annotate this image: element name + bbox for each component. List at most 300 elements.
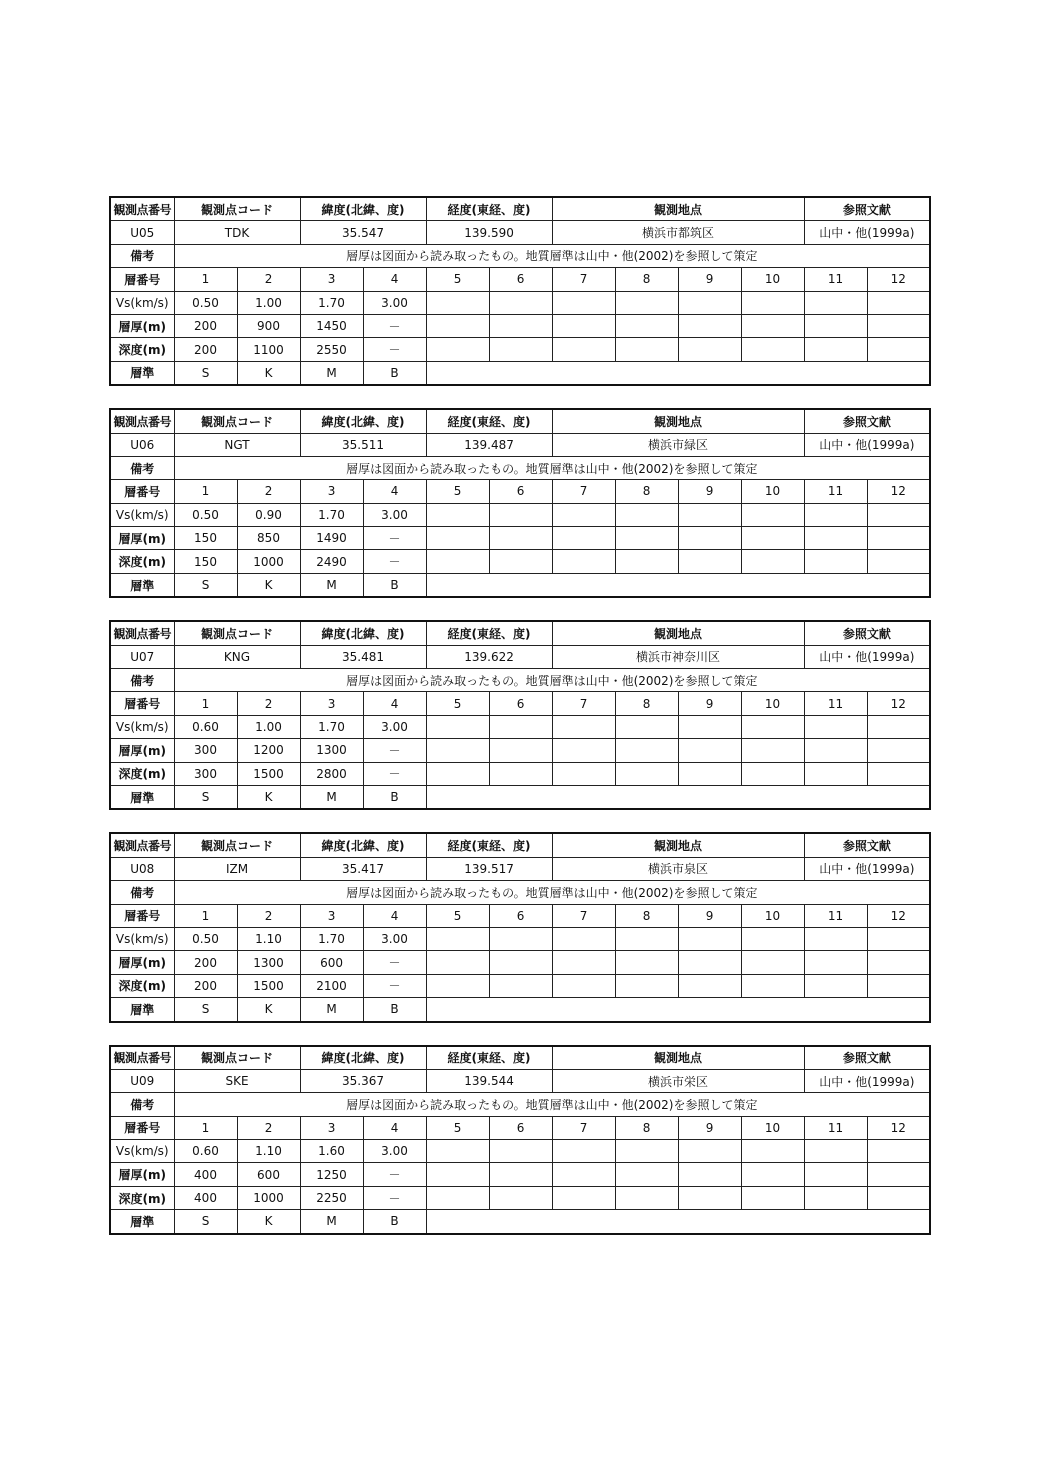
layer-number-cell: 6 <box>489 692 552 715</box>
vs-cell <box>678 715 741 738</box>
location-header: 観測地点 <box>552 621 804 645</box>
thickness-cell: 1200 <box>237 739 300 762</box>
layer-number-cell: 9 <box>678 268 741 291</box>
location-value: 横浜市神奈川区 <box>552 645 804 668</box>
thickness-cell <box>615 527 678 550</box>
thickness-row <box>110 1163 930 1186</box>
layer-number-cell: 10 <box>741 692 804 715</box>
layer-number-cell: 4 <box>363 692 426 715</box>
thickness-cell <box>741 527 804 550</box>
latitude-value: 35.511 <box>300 433 426 456</box>
vs-cell: 0.50 <box>174 291 237 314</box>
latitude-header: 緯度(北緯、度) <box>300 621 426 645</box>
vs-label: Vs(km/s) <box>110 1140 174 1163</box>
thickness-cell: 1490 <box>300 527 363 550</box>
thickness-cell <box>615 951 678 974</box>
header-row <box>110 1046 930 1070</box>
layer-number-cell: 10 <box>741 480 804 503</box>
horizon-row <box>110 361 930 385</box>
horizon-cell: K <box>237 361 300 385</box>
horizon-cell: K <box>237 573 300 597</box>
vs-cell: 1.00 <box>237 715 300 738</box>
reference-header: 参照文献 <box>804 409 930 433</box>
station-code: SKE <box>174 1069 300 1092</box>
location-value: 横浜市緑区 <box>552 433 804 456</box>
vs-cell: 1.70 <box>300 715 363 738</box>
depth-cell: 400 <box>174 1186 237 1209</box>
thickness-cell <box>867 739 930 762</box>
vs-cell <box>867 291 930 314</box>
vs-row <box>110 715 930 738</box>
vs-cell <box>804 291 867 314</box>
layer-number-cell: 3 <box>300 268 363 291</box>
header-row <box>110 197 930 221</box>
horizon-row <box>110 573 930 597</box>
depth-cell: 200 <box>174 338 237 361</box>
thickness-cell <box>741 1163 804 1186</box>
vs-cell <box>552 291 615 314</box>
vs-label: Vs(km/s) <box>110 503 174 526</box>
thickness-label: 層厚(m) <box>110 951 174 974</box>
thickness-cell <box>804 1163 867 1186</box>
remarks-text: 層厚は図面から読み取ったもの。地質層準は山中・他(2002)を参照して策定 <box>174 244 930 267</box>
thickness-cell: 1300 <box>300 739 363 762</box>
latitude-header: 緯度(北緯、度) <box>300 197 426 221</box>
thickness-cell <box>426 739 489 762</box>
remarks-label: 備考 <box>110 669 174 692</box>
station-code-header: 観測点コード <box>174 197 300 221</box>
layer-number-row <box>110 692 930 715</box>
depth-cell <box>426 974 489 997</box>
layer-number-row <box>110 904 930 927</box>
location-header: 観測地点 <box>552 1046 804 1070</box>
vs-row <box>110 1140 930 1163</box>
layer-number-cell: 4 <box>363 480 426 503</box>
depth-label: 深度(m) <box>110 338 174 361</box>
vs-cell <box>678 291 741 314</box>
thickness-cell: 600 <box>237 1163 300 1186</box>
station-no: U09 <box>110 1069 174 1092</box>
depth-cell <box>867 974 930 997</box>
layer-number-cell: 6 <box>489 268 552 291</box>
layer-number-cell: 7 <box>552 1116 615 1139</box>
vs-cell <box>615 291 678 314</box>
location-value: 横浜市都筑区 <box>552 221 804 244</box>
thickness-cell: 600 <box>300 951 363 974</box>
depth-cell <box>867 338 930 361</box>
depth-cell: 1500 <box>237 762 300 785</box>
layer-number-cell: 2 <box>237 268 300 291</box>
horizon-cell: S <box>174 785 237 809</box>
depth-cell <box>678 338 741 361</box>
station-table-u05 <box>109 196 931 386</box>
longitude-value: 139.544 <box>426 1069 552 1092</box>
info-row <box>110 857 930 880</box>
vs-cell: 1.70 <box>300 503 363 526</box>
thickness-cell: 850 <box>237 527 300 550</box>
vs-cell <box>426 927 489 950</box>
thickness-cell <box>678 527 741 550</box>
vs-cell <box>741 715 804 738</box>
vs-cell <box>867 503 930 526</box>
latitude-value: 35.367 <box>300 1069 426 1092</box>
remarks-label: 備考 <box>110 881 174 904</box>
vs-cell <box>804 715 867 738</box>
thickness-cell <box>867 951 930 974</box>
depth-cell: 1000 <box>237 1186 300 1209</box>
depth-cell <box>741 550 804 573</box>
depth-label: 深度(m) <box>110 762 174 785</box>
vs-cell: 3.00 <box>363 291 426 314</box>
depth-cell: － <box>363 974 426 997</box>
layer-number-cell: 7 <box>552 480 615 503</box>
latitude-header: 緯度(北緯、度) <box>300 409 426 433</box>
depth-cell <box>552 338 615 361</box>
depth-cell: － <box>363 338 426 361</box>
thickness-cell <box>867 314 930 337</box>
vs-cell <box>552 1140 615 1163</box>
vs-cell: 0.50 <box>174 927 237 950</box>
vs-cell: 1.60 <box>300 1140 363 1163</box>
depth-cell <box>741 1186 804 1209</box>
layer-number-cell: 1 <box>174 268 237 291</box>
vs-cell <box>489 503 552 526</box>
layer-number-cell: 7 <box>552 268 615 291</box>
vs-cell <box>426 291 489 314</box>
remarks-label: 備考 <box>110 456 174 479</box>
vs-cell <box>426 715 489 738</box>
longitude-value: 139.622 <box>426 645 552 668</box>
station-code: TDK <box>174 221 300 244</box>
info-row <box>110 1069 930 1092</box>
depth-cell <box>552 974 615 997</box>
depth-cell <box>489 550 552 573</box>
longitude-header: 経度(東経、度) <box>426 1046 552 1070</box>
thickness-cell <box>552 314 615 337</box>
vs-cell <box>489 927 552 950</box>
horizon-label: 層準 <box>110 785 174 809</box>
station-table-u08 <box>109 832 931 1022</box>
longitude-value: 139.517 <box>426 857 552 880</box>
vs-cell <box>867 927 930 950</box>
vs-cell <box>804 1140 867 1163</box>
remarks-row <box>110 244 930 267</box>
layer-number-cell: 8 <box>615 692 678 715</box>
layer-no-label: 層番号 <box>110 1116 174 1139</box>
layer-number-cell: 5 <box>426 1116 489 1139</box>
horizon-cell: B <box>363 361 426 385</box>
depth-cell: 1000 <box>237 550 300 573</box>
depth-cell: － <box>363 1186 426 1209</box>
depth-cell: 2800 <box>300 762 363 785</box>
depth-cell <box>489 762 552 785</box>
horizon-cell: B <box>363 785 426 809</box>
layer-number-cell: 6 <box>489 904 552 927</box>
depth-cell <box>426 338 489 361</box>
layer-number-cell: 1 <box>174 692 237 715</box>
thickness-cell <box>804 951 867 974</box>
header-row <box>110 621 930 645</box>
layer-number-cell: 2 <box>237 904 300 927</box>
station-no-header: 観測点番号 <box>110 409 174 433</box>
depth-cell <box>678 1186 741 1209</box>
depth-cell <box>867 762 930 785</box>
latitude-value: 35.547 <box>300 221 426 244</box>
reference-value: 山中・他(1999a) <box>804 1069 930 1092</box>
depth-cell: － <box>363 762 426 785</box>
layer-number-cell: 5 <box>426 268 489 291</box>
layer-number-row <box>110 268 930 291</box>
info-row <box>110 645 930 668</box>
vs-cell <box>552 503 615 526</box>
vs-cell <box>741 291 804 314</box>
vs-cell <box>489 1140 552 1163</box>
depth-row <box>110 1186 930 1209</box>
layer-number-cell: 2 <box>237 1116 300 1139</box>
horizon-label: 層準 <box>110 361 174 385</box>
layer-no-label: 層番号 <box>110 904 174 927</box>
layer-number-cell: 12 <box>867 904 930 927</box>
horizon-cell: M <box>300 1210 363 1234</box>
station-no: U06 <box>110 433 174 456</box>
horizon-cell: B <box>363 998 426 1022</box>
thickness-row <box>110 314 930 337</box>
thickness-cell <box>615 739 678 762</box>
depth-cell: － <box>363 550 426 573</box>
depth-cell <box>678 550 741 573</box>
layer-no-label: 層番号 <box>110 480 174 503</box>
vs-cell <box>678 503 741 526</box>
depth-label: 深度(m) <box>110 974 174 997</box>
depth-cell <box>741 762 804 785</box>
vs-cell <box>867 1140 930 1163</box>
vs-cell <box>678 1140 741 1163</box>
vs-cell: 0.90 <box>237 503 300 526</box>
thickness-cell: 300 <box>174 739 237 762</box>
vs-cell <box>615 503 678 526</box>
vs-cell <box>426 503 489 526</box>
thickness-cell <box>615 314 678 337</box>
layer-number-cell: 9 <box>678 480 741 503</box>
layer-number-cell: 9 <box>678 692 741 715</box>
station-no: U08 <box>110 857 174 880</box>
thickness-cell <box>804 739 867 762</box>
layer-number-cell: 3 <box>300 904 363 927</box>
layer-number-cell: 11 <box>804 480 867 503</box>
depth-cell <box>426 1186 489 1209</box>
vs-cell <box>615 715 678 738</box>
horizon-cell: M <box>300 785 363 809</box>
horizon-cell: K <box>237 1210 300 1234</box>
depth-row <box>110 762 930 785</box>
thickness-cell: 1250 <box>300 1163 363 1186</box>
layer-number-cell: 1 <box>174 1116 237 1139</box>
layer-number-cell: 7 <box>552 692 615 715</box>
horizon-cell: B <box>363 573 426 597</box>
horizon-empty <box>426 361 930 385</box>
depth-row <box>110 974 930 997</box>
thickness-cell <box>552 527 615 550</box>
depth-cell: 2100 <box>300 974 363 997</box>
vs-cell: 3.00 <box>363 503 426 526</box>
thickness-label: 層厚(m) <box>110 527 174 550</box>
horizon-cell: S <box>174 1210 237 1234</box>
vs-cell <box>552 927 615 950</box>
depth-label: 深度(m) <box>110 550 174 573</box>
layer-number-cell: 12 <box>867 480 930 503</box>
layer-number-cell: 12 <box>867 268 930 291</box>
horizon-empty <box>426 998 930 1022</box>
longitude-header: 経度(東経、度) <box>426 409 552 433</box>
station-table-u06 <box>109 408 931 598</box>
reference-value: 山中・他(1999a) <box>804 221 930 244</box>
thickness-cell <box>678 951 741 974</box>
location-header: 観測地点 <box>552 197 804 221</box>
vs-cell <box>867 715 930 738</box>
layer-number-cell: 3 <box>300 1116 363 1139</box>
thickness-cell <box>615 1163 678 1186</box>
layer-no-label: 層番号 <box>110 692 174 715</box>
layer-number-cell: 9 <box>678 1116 741 1139</box>
vs-row <box>110 291 930 314</box>
thickness-cell: － <box>363 1163 426 1186</box>
thickness-cell <box>426 314 489 337</box>
thickness-cell <box>489 314 552 337</box>
depth-cell <box>426 550 489 573</box>
thickness-cell <box>867 527 930 550</box>
remarks-label: 備考 <box>110 244 174 267</box>
header-row <box>110 409 930 433</box>
vs-cell <box>489 715 552 738</box>
station-no-header: 観測点番号 <box>110 621 174 645</box>
thickness-cell <box>426 1163 489 1186</box>
vs-cell: 3.00 <box>363 1140 426 1163</box>
thickness-cell: 150 <box>174 527 237 550</box>
remarks-row <box>110 456 930 479</box>
depth-cell: 2250 <box>300 1186 363 1209</box>
depth-cell <box>804 338 867 361</box>
horizon-label: 層準 <box>110 573 174 597</box>
thickness-cell <box>741 739 804 762</box>
layer-number-cell: 2 <box>237 692 300 715</box>
layer-number-cell: 3 <box>300 480 363 503</box>
depth-cell <box>615 762 678 785</box>
reference-value: 山中・他(1999a) <box>804 857 930 880</box>
vs-cell <box>741 503 804 526</box>
depth-cell: 150 <box>174 550 237 573</box>
station-no: U05 <box>110 221 174 244</box>
vs-cell <box>615 1140 678 1163</box>
remarks-text: 層厚は図面から読み取ったもの。地質層準は山中・他(2002)を参照して策定 <box>174 881 930 904</box>
layer-number-cell: 10 <box>741 904 804 927</box>
longitude-header: 経度(東経、度) <box>426 197 552 221</box>
thickness-cell <box>552 739 615 762</box>
horizon-empty <box>426 1210 930 1234</box>
layer-number-cell: 11 <box>804 268 867 291</box>
thickness-cell: 400 <box>174 1163 237 1186</box>
thickness-label: 層厚(m) <box>110 314 174 337</box>
vs-row <box>110 503 930 526</box>
location-value: 横浜市泉区 <box>552 857 804 880</box>
layer-number-cell: 10 <box>741 268 804 291</box>
thickness-cell <box>489 739 552 762</box>
thickness-cell <box>867 1163 930 1186</box>
thickness-cell: － <box>363 951 426 974</box>
depth-cell <box>552 1186 615 1209</box>
thickness-cell <box>426 527 489 550</box>
remarks-text: 層厚は図面から読み取ったもの。地質層準は山中・他(2002)を参照して策定 <box>174 669 930 692</box>
vs-cell: 1.70 <box>300 927 363 950</box>
station-table-u09 <box>109 1045 931 1235</box>
layer-number-cell: 10 <box>741 1116 804 1139</box>
remarks-row <box>110 1093 930 1116</box>
horizon-cell: M <box>300 573 363 597</box>
station-no-header: 観測点番号 <box>110 197 174 221</box>
horizon-cell: K <box>237 785 300 809</box>
station-tables <box>109 196 930 1257</box>
horizon-label: 層準 <box>110 998 174 1022</box>
layer-number-cell: 2 <box>237 480 300 503</box>
layer-number-cell: 4 <box>363 268 426 291</box>
layer-number-cell: 1 <box>174 904 237 927</box>
station-no: U07 <box>110 645 174 668</box>
info-row <box>110 433 930 456</box>
vs-cell <box>489 291 552 314</box>
longitude-value: 139.590 <box>426 221 552 244</box>
layer-number-cell: 4 <box>363 1116 426 1139</box>
vs-cell <box>678 927 741 950</box>
horizon-label: 層準 <box>110 1210 174 1234</box>
thickness-label: 層厚(m) <box>110 1163 174 1186</box>
thickness-row <box>110 527 930 550</box>
vs-cell: 3.00 <box>363 927 426 950</box>
reference-header: 参照文献 <box>804 621 930 645</box>
layer-number-cell: 11 <box>804 904 867 927</box>
vs-cell <box>426 1140 489 1163</box>
layer-number-cell: 8 <box>615 1116 678 1139</box>
latitude-header: 緯度(北緯、度) <box>300 1046 426 1070</box>
station-code: NGT <box>174 433 300 456</box>
depth-row <box>110 338 930 361</box>
vs-label: Vs(km/s) <box>110 927 174 950</box>
station-no-header: 観測点番号 <box>110 833 174 857</box>
depth-cell <box>804 550 867 573</box>
depth-cell <box>678 974 741 997</box>
thickness-cell <box>804 527 867 550</box>
latitude-value: 35.417 <box>300 857 426 880</box>
station-code-header: 観測点コード <box>174 409 300 433</box>
depth-cell: 1100 <box>237 338 300 361</box>
thickness-label: 層厚(m) <box>110 739 174 762</box>
depth-cell <box>741 338 804 361</box>
depth-cell <box>489 1186 552 1209</box>
thickness-cell <box>678 314 741 337</box>
depth-cell: 200 <box>174 974 237 997</box>
horizon-empty <box>426 573 930 597</box>
vs-cell: 0.60 <box>174 715 237 738</box>
depth-cell <box>552 762 615 785</box>
depth-cell <box>867 550 930 573</box>
horizon-row <box>110 785 930 809</box>
horizon-row <box>110 1210 930 1234</box>
layer-number-cell: 5 <box>426 692 489 715</box>
depth-cell <box>489 338 552 361</box>
vs-cell <box>615 927 678 950</box>
vs-cell: 1.10 <box>237 1140 300 1163</box>
vs-cell <box>804 503 867 526</box>
thickness-cell <box>552 951 615 974</box>
layer-number-cell: 6 <box>489 480 552 503</box>
